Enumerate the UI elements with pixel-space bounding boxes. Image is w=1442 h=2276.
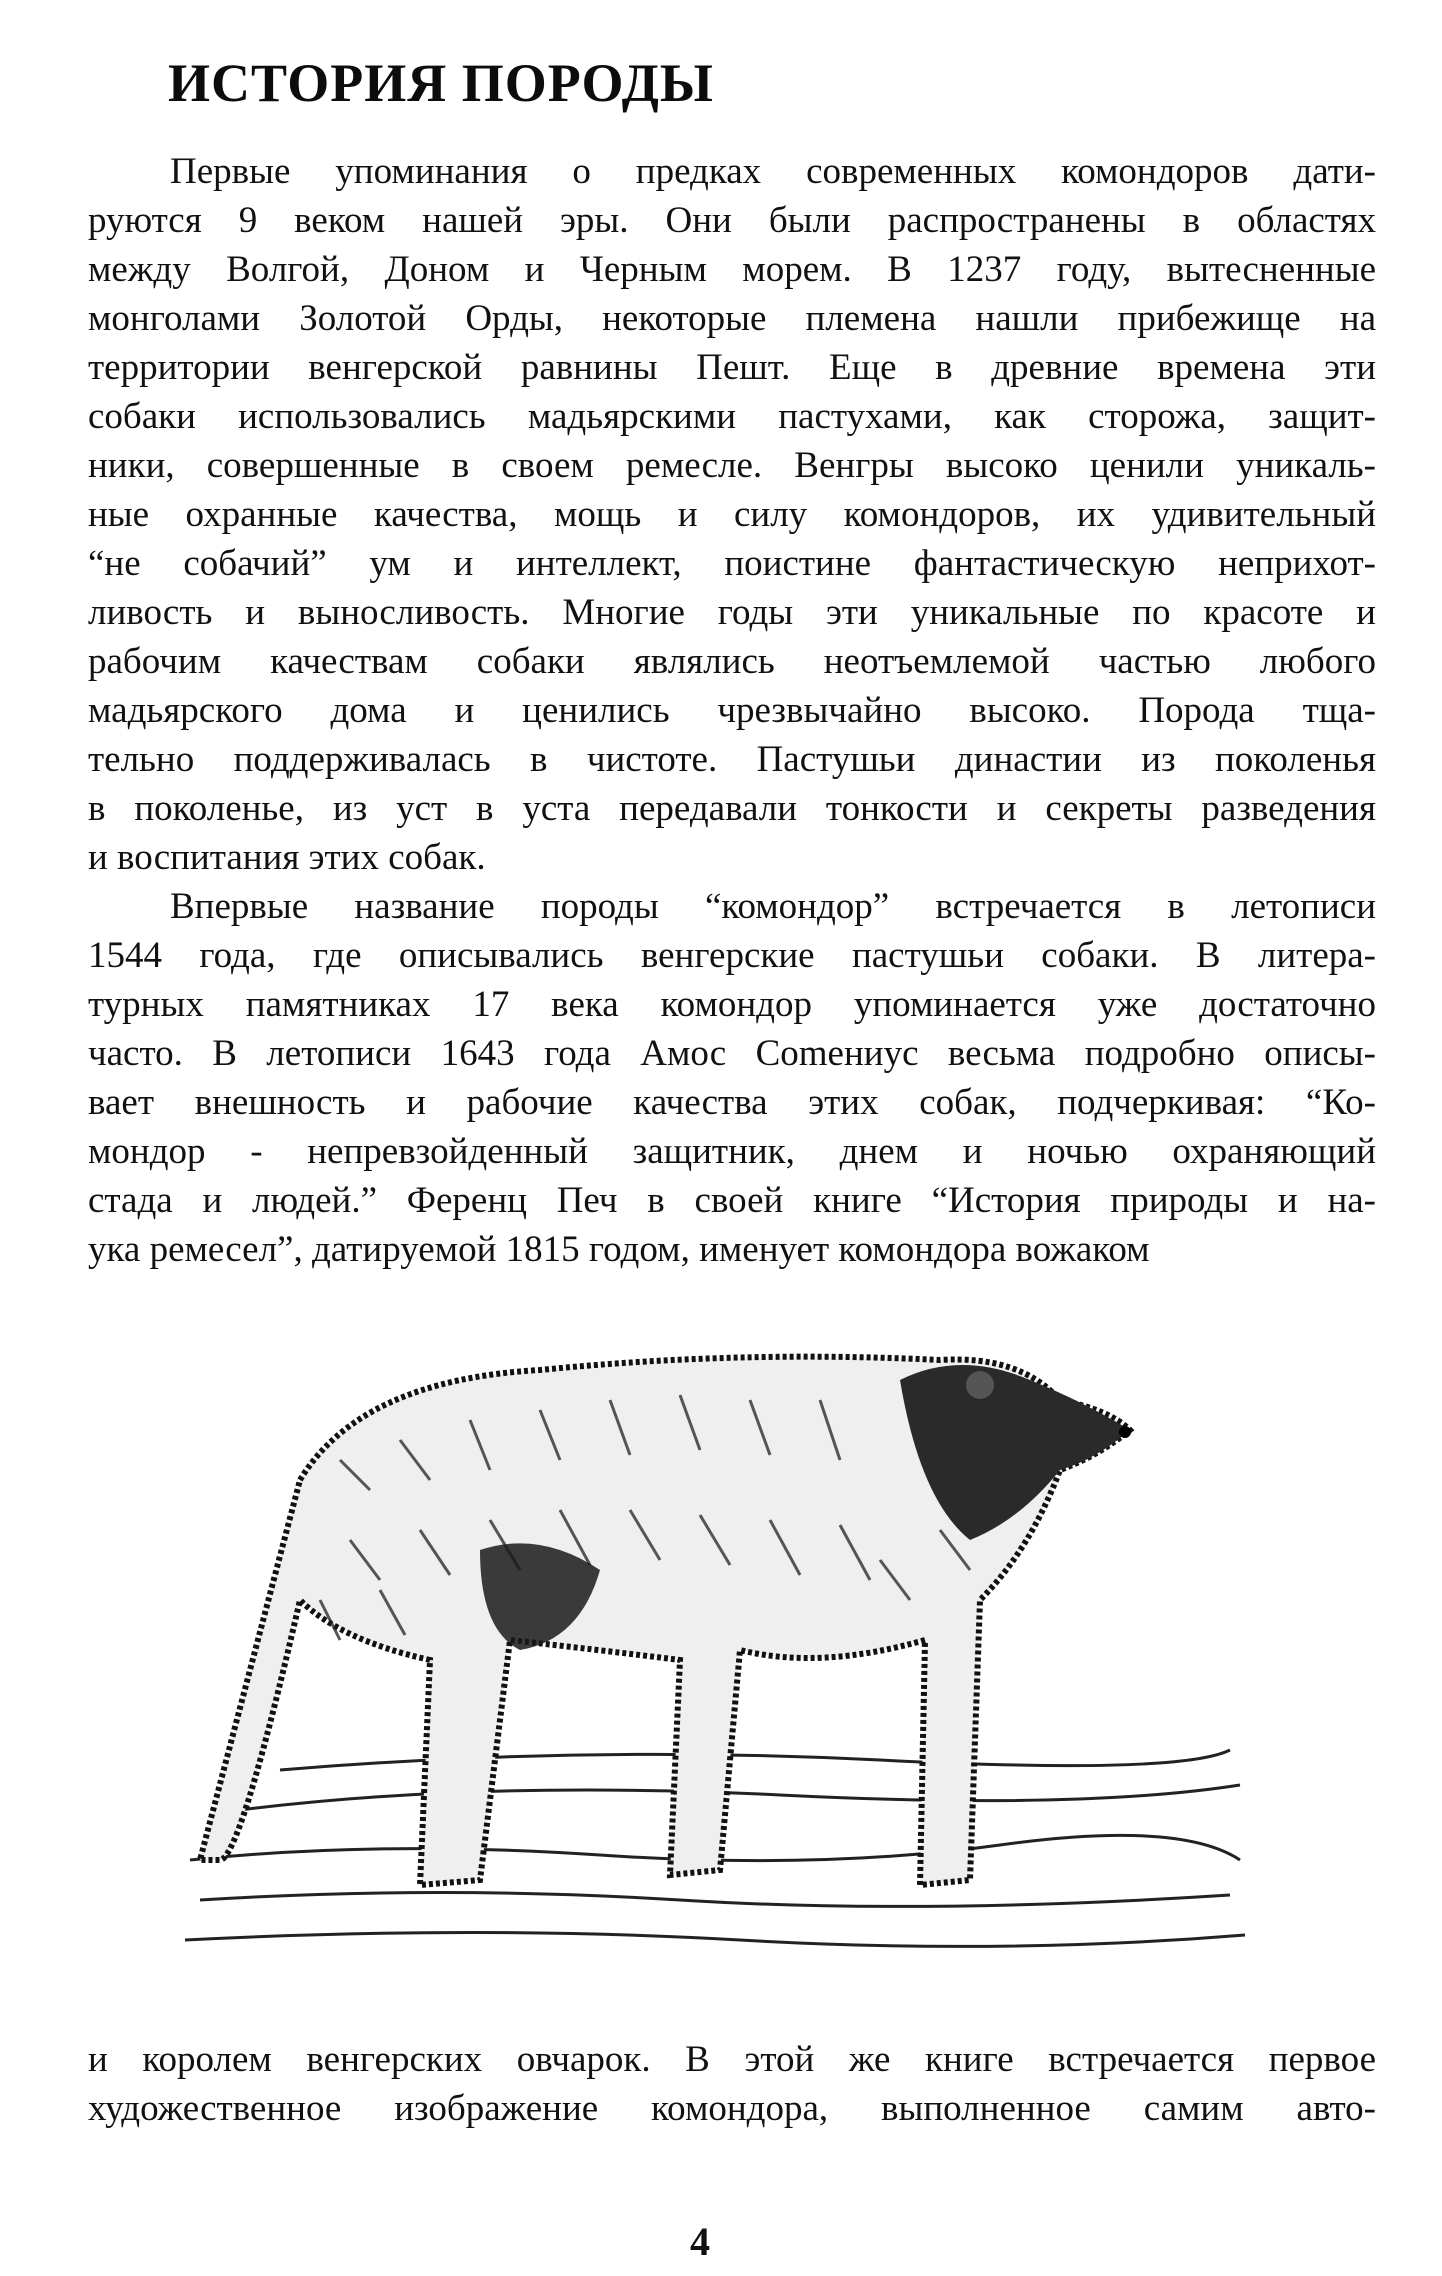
text-line: Впервые название породы “комондор” встречается в летописи [170,886,1376,927]
text-line: тельно поддерживалась в чистоте. Пастушьи династии из поколенья [88,739,1376,780]
text-line: турных памятниках 17 века комондор упоминается уже достаточно [88,984,1376,1025]
text-line: Первые упоминания о предках современных комондоров дати- [170,151,1376,192]
text-line: руются 9 веком нашей эры. Они были распространены в областях [88,200,1376,241]
text-line: 1544 года, где описывались венгерские пастушьи собаки. В литера- [88,935,1376,976]
page-number: 4 [690,2219,710,2264]
page-title: ИСТОРИЯ ПОРОДЫ [168,53,714,113]
text-line: мадьярского дома и ценились чрезвычайно высоко. Порода тща- [88,690,1376,731]
text-line: ука ремесел”, датируемой 1815 годом, именует комондора вожаком [88,1229,1150,1270]
text-line: между Волгой, Доном и Черным морем. В 1237 году, вытесненные [88,249,1376,290]
text-line: художественное изображение комондора, выполненное самим авто- [88,2088,1376,2129]
text-line: ники, совершенные в своем ремесле. Венгры высоко ценили уникаль- [88,445,1376,486]
text-line: и воспитания этих собак. [88,837,486,878]
text-line: монголами Золотой Орды, некоторые племена нашли прибежище на [88,298,1376,339]
dog-nose [1119,1426,1131,1438]
text-line: и королем венгерских овчарок. В этой же книге встречается первое [88,2039,1376,2080]
text-line: стада и людей.” Ференц Печ в своей книге “История природы и на- [88,1180,1376,1221]
text-line: собаки использовались мадьярскими пастухами, как сторожа, защит- [88,396,1376,437]
text-line: в поколенье, из уст в уста передавали тонкости и секреты разведения [88,788,1376,829]
text-line: мондор - непревзойденный защитник, днем и ночью охраняющий [88,1131,1376,1172]
text-line: “не собачий” ум и интеллект, поистине фантастическую неприхот- [88,543,1376,584]
text-line: ные охранные качества, мощь и силу комондоров, их удивительный [88,494,1376,535]
text-line: ливость и выносливость. Многие годы эти уникальные по красоте и [88,592,1376,633]
text-line: вает внешность и рабочие качества этих собак, подчеркивая: “Ко- [88,1082,1376,1123]
text-line: территории венгерской равнины Пешт. Еще в древние времена эти [88,347,1376,388]
komondor-dog-illustration [180,1340,1250,1970]
dog-ear [966,1371,994,1399]
text-line: рабочим качествам собаки являлись неотъемлемой частью любого [88,641,1376,682]
text-line: часто. В летописи 1643 года Амос Comeниус весьма подробно описы- [88,1033,1376,1074]
